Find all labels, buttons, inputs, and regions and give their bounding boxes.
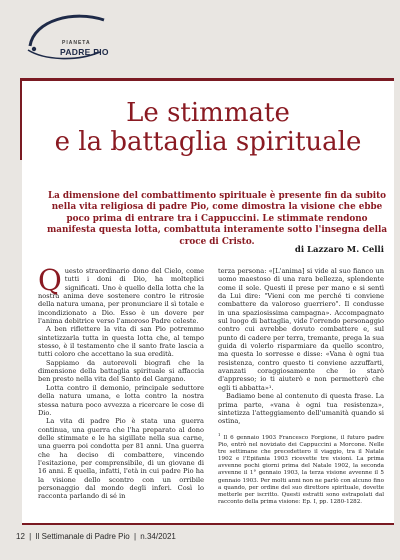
footer-rule (22, 523, 394, 525)
footnote-text: Il 6 gennaio 1903 Francesco Forgione, il futuro padre Pio, entrò nel noviziato dei Cappuccini a Morcone. Nelle tre settimane che precedettero il viaggio, tra il Natale 1902 e l'Epifania 1903 ricevette tre visioni. La prima avvenne pochi giorni prima del Natale 1902, la seconda avvenne il 1° gennaio 1903, la terza visione avvenne il 5 gennaio 1903. Per molti anni non ne parlò con alcuno fino a quando, per ordine del suo direttore spirituale, dovette metterle per iscritto. Questi estratti sono estrapolati dal racconto della prima visione: Ep. I, pp. 1280-1282. (218, 434, 384, 506)
byline: di Lazzaro M. Celli (294, 245, 384, 255)
column-right (218, 267, 384, 506)
logo-title: PADRE PIO (60, 47, 109, 57)
footer-separator: | (133, 532, 137, 541)
masthead-band (0, 0, 400, 78)
article-card (22, 78, 394, 525)
page-number: 12 (16, 532, 25, 541)
article-lead: La dimensione del combattimento spirituale è presente fin da subito nella vita religiosa di padre Pio, come dimostra la visione che ebbe poco prima di entrare tra i Cappuccini. Le stimmate rendono manifesta questa lotta, combattuta interamente sotto l'insegna della croce di Cristo. (46, 191, 388, 247)
globe-arc-icon (24, 6, 110, 70)
footnote-ref: 1 (218, 431, 221, 437)
title-line-2: e la battaglia spirituale (54, 127, 362, 157)
paragraph: Sappiamo da autorevoli biografi che la dimensione della battaglia spirituale si affaccia ben presto nella vita del Santo del Gargano. (38, 358, 204, 384)
logo-subtitle: PIANETA (62, 40, 91, 46)
page-footer (16, 532, 178, 541)
article-title (22, 99, 394, 157)
paragraph: Questo straordinario dono del Cielo, come tutti i doni di Dio, ha molteplici significati. Uno è quello della lotta che la nostra anima deve sostenere contro le ritrosie della natura umana, per pronunciare il sì totale e incondizionato a Dio. Esso è un dovere per l'anima debitrice verso l'amoroso Padre celeste. (38, 263, 204, 326)
logo[interactable] (24, 6, 110, 70)
paragraph: terza persona: «[L'anima] si vide al suo fianco un uomo maestoso di una rara bellezza, splendente come il sole. Questi il prese per mano e si sentì da Lui dire: "Vieni con me perché ti conviene combattere da valoroso guerriero". Il condusse in una spaziosissima campagna». Accompagnato sul luogo di battaglia, vide l'orrendo personaggio contro cui avrebbe dovuto combattere e, sul punto di cadere per terra, tremante, prega la sua guida di volerlo risparmiare da quello scontro, ma questa lo sorresse e disse: «Vana è ogni tua resistenza, contro questo ti conviene azzuffarti, avanzati coraggiosamente che io starò d'appresso; io ti aiuterò e non permetterò che egli ti abbatta»¹. (218, 267, 384, 392)
column-left (38, 263, 204, 501)
issue-number: n.34/2021 (140, 532, 176, 541)
footer-separator: | (29, 532, 32, 541)
magazine-name: Il Settimanale di Padre Pio (35, 532, 130, 541)
paragraph: La vita di padre Pio è stata una guerra continua, una guerra che l'ha preparato al dono delle stimmate e le ha sigillate nella sua carne, una guerra poi condotta per 81 anni. Una guerra che ha deciso di combattere, vincendo l'esitazione, per comprensibile, di un giovane di 16 anni. È quella, infatti, l'età in cui padre Pio ha la visione dello scontro con un orribile personaggio dal mondo degli inferi. Così lo racconta parlando di sé in (38, 417, 204, 501)
drop-cap: Q (38, 263, 62, 297)
title-line-1: Le stimmate (126, 98, 290, 128)
paragraph: Badiamo bene al contenuto di questa frase. La prima parte, «vana è ogni tua resistenza», sintetizza l'atteggiamento dell'umanità quando si ostina, (218, 392, 384, 426)
paragraph: Lotta contro il demonio, principale seduttore della natura umana, e lotta contro la nostra stessa natura poco avvezza a ricercare le cose di Dio. (38, 383, 204, 417)
footnote (218, 431, 384, 507)
paragraph: A ben riflettere la vita di san Pio potremmo sintetizzarla tutta in questa lotta che, al tempo stesso, è il testamento che il santo frate lascia a tutti coloro che accettano la sua eredità. (38, 325, 204, 359)
